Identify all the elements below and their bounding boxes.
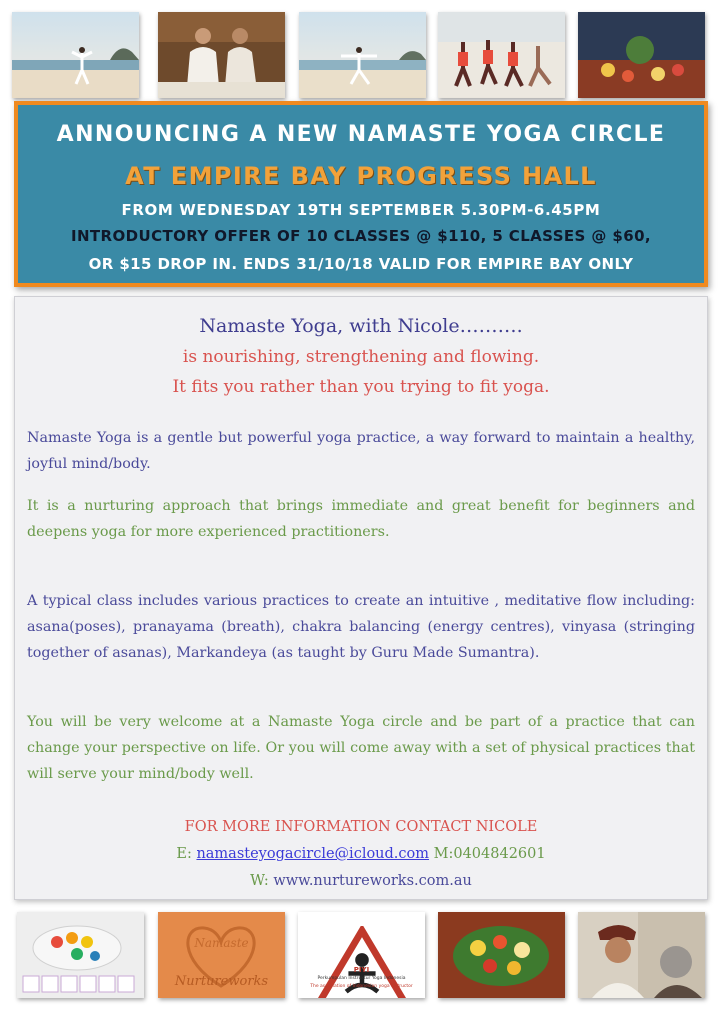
beach-yoga-pose-photo [12,12,139,98]
nurtureworks-logo [158,912,285,998]
contact-heading: FOR MORE INFORMATION CONTACT NICOLE [184,819,538,835]
banner-schedule: FROM WEDNESDAY 19TH SEPTEMBER 5.30PM-6.45PM [121,201,601,219]
group-beach-yoga-photo [438,12,565,98]
piyi-logo [298,912,425,998]
chakra-stones-photo [17,912,144,998]
guru-portrait-photo [578,912,705,998]
main-heading: Namaste Yoga, with Nicole………. [199,315,523,337]
balinese-offering-photo [438,912,565,998]
web-label: W: [250,873,274,889]
tagline-1: is nourishing, strengthening and flowing. [182,347,540,367]
nurtureworks-namaste-text: Namaste [194,936,249,950]
paragraph-intro: Namaste Yoga is a gentle but powerful yoga practice, a way forward to maintain a healthy, joyful mind/body. [27,430,695,472]
banner-offer-terms: OR $15 DROP IN. ENDS 31/10/18 VALID FOR EMPIRE BAY ONLY [88,255,634,273]
email-link[interactable]: namasteyogacircle@icloud.com [196,846,430,862]
banner-venue: AT EMPIRE BAY PROGRESS HALL [125,162,597,190]
teachers-seated-photo [158,12,285,98]
nurtureworks-name: Nurtureworks [174,974,269,989]
tagline-2: It fits you rather than you trying to fit yoga. [172,377,550,397]
mobile-number: M:0404842601 [429,846,546,862]
offerings-photo [578,12,705,98]
paragraph-approach: It is a nurturing approach that brings immediate and great benefit for beginners and deepens yoga for more experienced practitioners. [27,498,695,540]
announcement-banner [14,101,708,287]
web-link[interactable]: www.nurtureworks.com.au [273,873,472,889]
piyi-abbrev: PIYI [353,966,370,974]
banner-title: ANNOUNCING A NEW NAMASTE YOGA CIRCLE [56,122,666,147]
beach-warrior-pose-photo [299,12,426,98]
paragraph-class: A typical class includes various practices to create an intuitive , meditative flow including: asana(poses), pranayama (breath), chakra balancing (energy centres), vinyasa (stringing together of asanas), Markandeya (as taught by Guru Made Sumantra). [27,593,695,661]
contact-web-line [15,873,707,889]
contact-email-line [15,846,707,862]
email-label: E: [176,846,197,862]
paragraph-welcome: You will be very welcome at a Namaste Yoga circle and be part of a practice that can change your perspective on life. Or you will come away with a set of physical practices that will serve your mind/body well. [27,714,695,782]
info-panel [14,296,708,900]
piyi-english-name: The association of Indonesian yoga instructor [310,984,413,989]
piyi-full-name: Perkumpulan Instruktur Yoga Indonesia [317,976,406,981]
banner-offer: INTRODUCTORY OFFER OF 10 CLASSES @ $110, 5 CLASSES @ $60, [70,227,652,245]
